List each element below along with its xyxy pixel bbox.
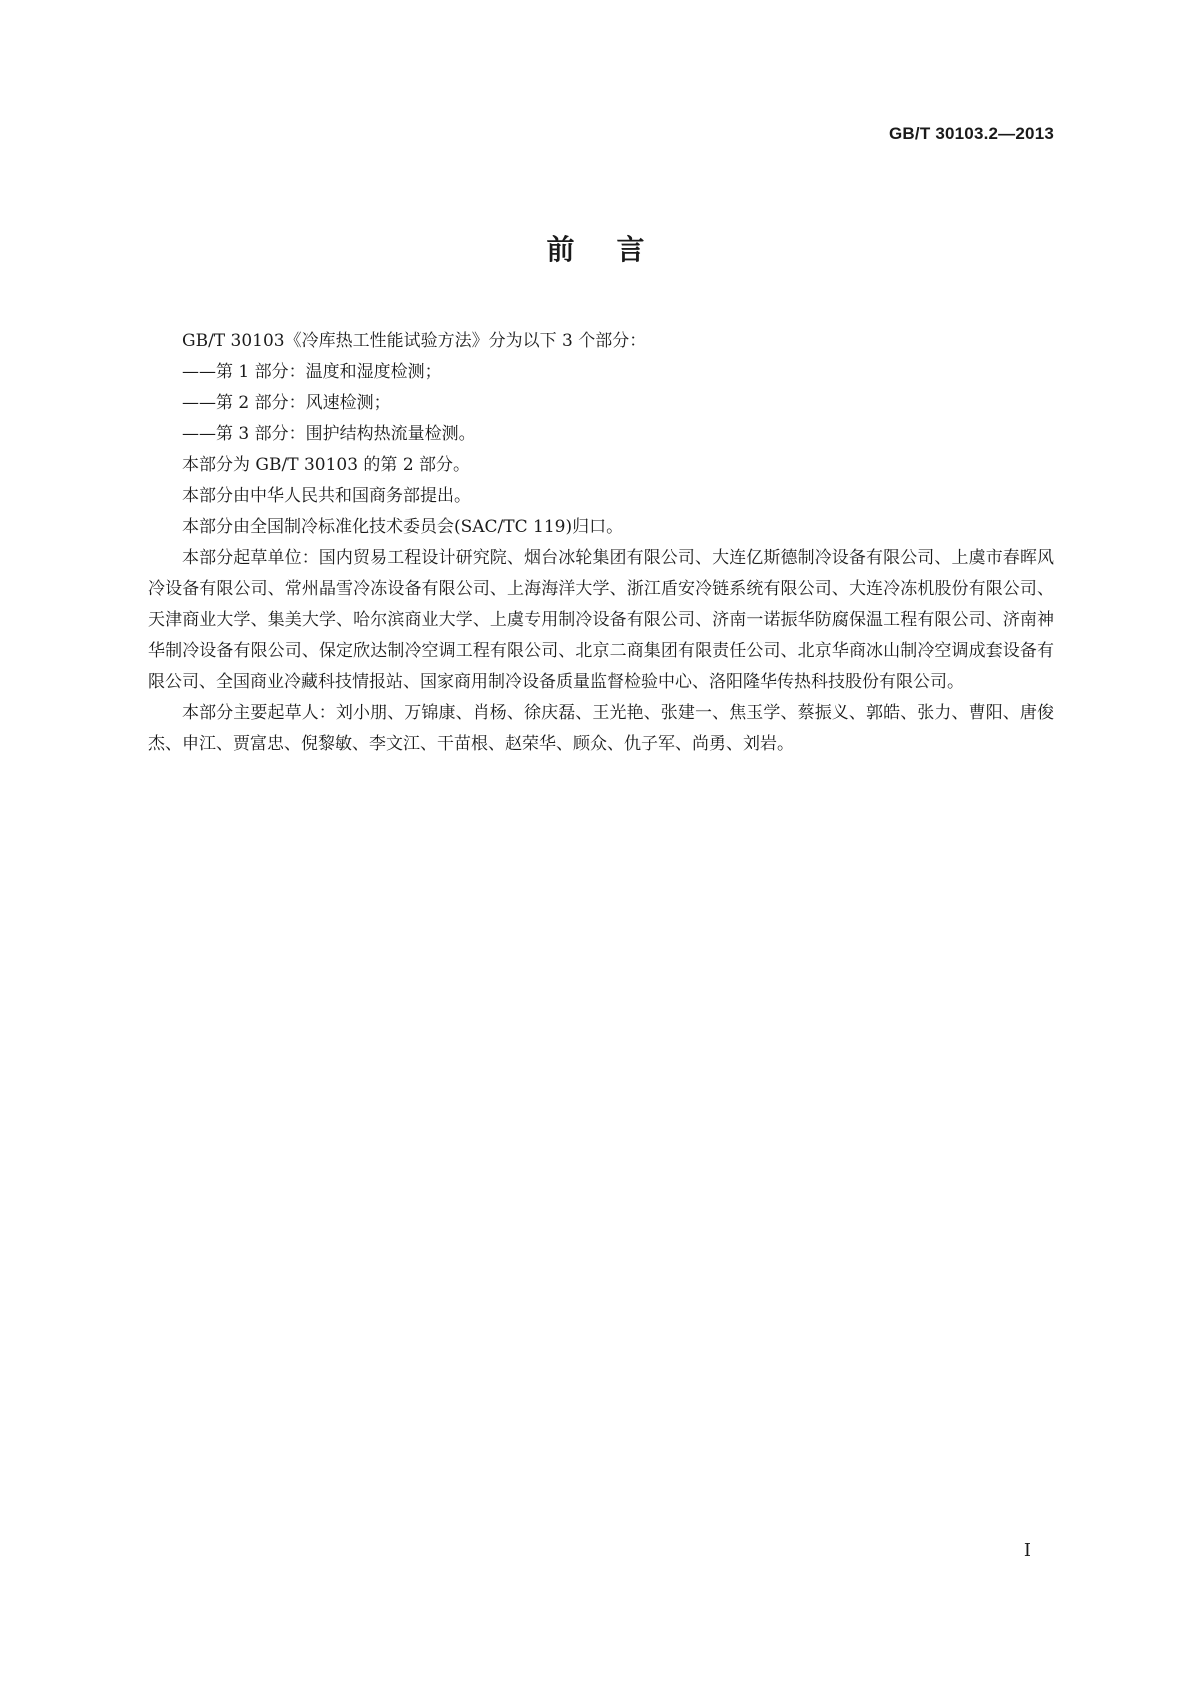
proposed-by-paragraph: 本部分由中华人民共和国商务部提出。 bbox=[182, 486, 471, 506]
part-3-item: ——第 3 部分：围护结构热流量检测。 bbox=[182, 424, 476, 444]
this-part-paragraph: 本部分为 GB/T 30103 的第 2 部分。 bbox=[182, 455, 471, 475]
centralized-by-paragraph: 本部分由全国制冷标准化技术委员会(SAC/TC 119)归口。 bbox=[182, 517, 624, 537]
drafting-units-paragraph: 本部分起草单位：国内贸易工程设计研究院、烟台冰轮集团有限公司、大连亿斯德制冷设备有限公司、上虞市春晖风冷设备有限公司、常州晶雪冷冻设备有限公司、上海海洋大学、浙江盾安冷链系统有限公司、大连冷冻机股份有限公司、天津商业大学、集美大学、哈尔滨商业大学、上虞专用制冷设备有限公司、济南一诺振华防腐保温工程有限公司、济南神华制冷设备有限公司、保定欣达制冷空调工程有限公司、北京二商集团有限责任公司、北京华商冰山制冷空调成套设备有限公司、全国商业冷藏科技情报站、国家商用制冷设备质量监督检验中心、洛阳隆华传热科技股份有限公司。 bbox=[148, 548, 1054, 692]
intro-paragraph: GB/T 30103《冷库热工性能试验方法》分为以下 3 个部分： bbox=[182, 331, 647, 351]
page-title: 前言 bbox=[546, 233, 687, 266]
foreword-body bbox=[148, 326, 1054, 760]
part-1-item: ——第 1 部分：温度和湿度检测； bbox=[182, 362, 442, 382]
drafters-paragraph: 本部分主要起草人：刘小朋、万锦康、肖杨、徐庆磊、王光艳、张建一、焦玉学、蔡振义、郭皓、张力、曹阳、唐俊杰、申江、贾富忠、倪黎敏、李文江、干苗根、赵荣华、顾众、仇子军、尚勇、刘岩。 bbox=[148, 703, 1054, 754]
part-2-item: ——第 2 部分：风速检测； bbox=[182, 393, 391, 413]
page-number: I bbox=[1023, 1540, 1031, 1561]
standard-code: GB/T 30103.2—2013 bbox=[889, 124, 1054, 143]
